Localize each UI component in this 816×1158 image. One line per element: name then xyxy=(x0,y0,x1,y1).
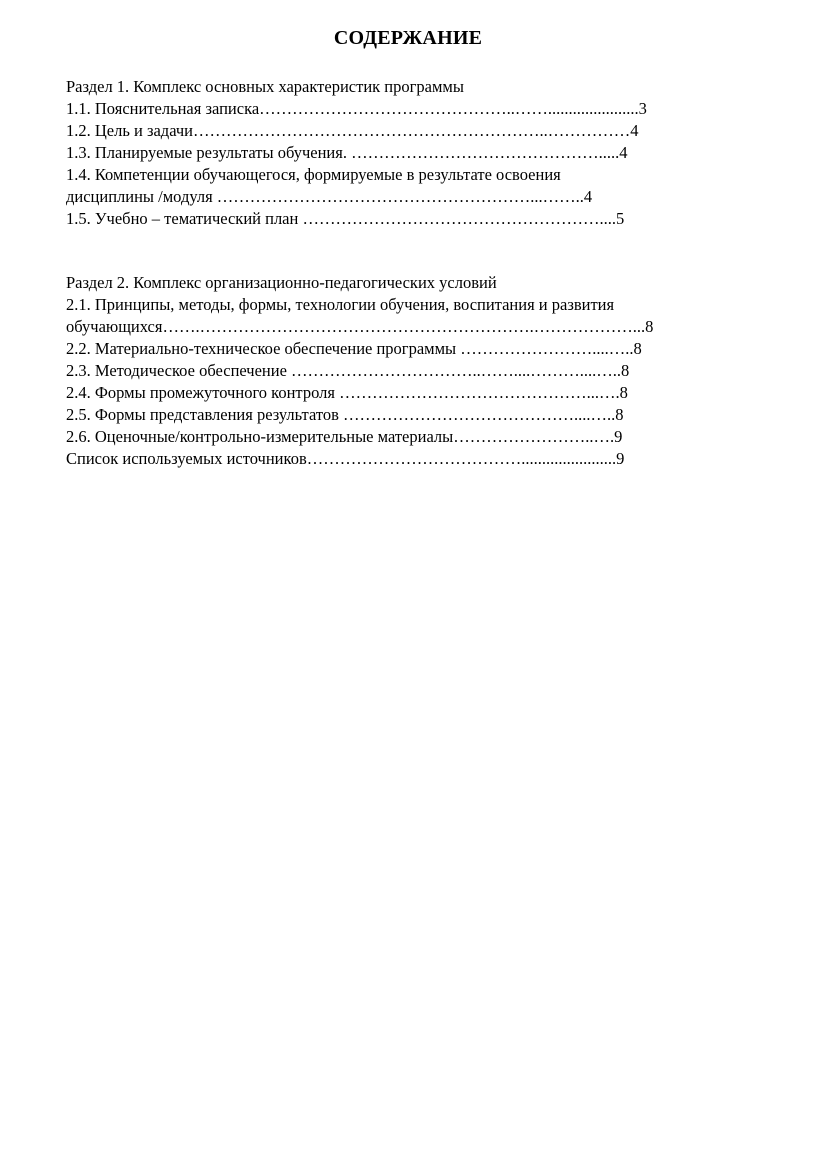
toc-item-1-5: 1.5. Учебно – тематический план ………………………………………………....5 xyxy=(66,209,625,228)
toc-item-1-1: 1.1. Пояснительная записка………………………………………..……......................3 xyxy=(66,99,647,118)
toc-item-2-5: 2.5. Формы представления результатов ……………………………………....…..8 xyxy=(66,405,624,424)
toc-item-2-1-cont: обучающихся…….…………………………………………………….………………...8 xyxy=(66,317,654,336)
toc-item-2-3: 2.3. Методическое обеспечение ……………………………..……....………....…..8 xyxy=(66,361,630,380)
toc-item-2-6: 2.6. Оценочные/контрольно-измерительные материалы……………………..….9 xyxy=(66,427,623,446)
section1-heading: Раздел 1. Комплекс основных характеристик программы xyxy=(66,77,464,96)
toc-item-1-3: 1.3. Планируемые результаты обучения. ……………………………………….....4 xyxy=(66,143,628,162)
toc-item-2-1: 2.1. Принципы, методы, формы, технологии обучения, воспитания и развития xyxy=(66,295,615,314)
section2-heading: Раздел 2. Комплекс организационно-педагогических условий xyxy=(66,273,497,292)
toc-item-1-2: 1.2. Цель и задачи………………………………………………………..……………4 xyxy=(66,121,639,140)
toc-item-1-4: 1.4. Компетенции обучающегося, формируемые в результате освоения xyxy=(66,165,561,184)
toc-item-sources: Список используемых источников………………………………….......................9 xyxy=(66,449,625,468)
toc-item-1-4-cont: дисциплины /модуля …………………………………………………...……..4 xyxy=(66,187,593,206)
toc-item-2-4: 2.4. Формы промежуточного контроля ………………………………………...….8 xyxy=(66,383,628,402)
toc-item-2-2: 2.2. Материально-техническое обеспечение программы ……………………....…..8 xyxy=(66,339,642,358)
page-title: СОДЕРЖАНИЕ xyxy=(333,27,483,49)
